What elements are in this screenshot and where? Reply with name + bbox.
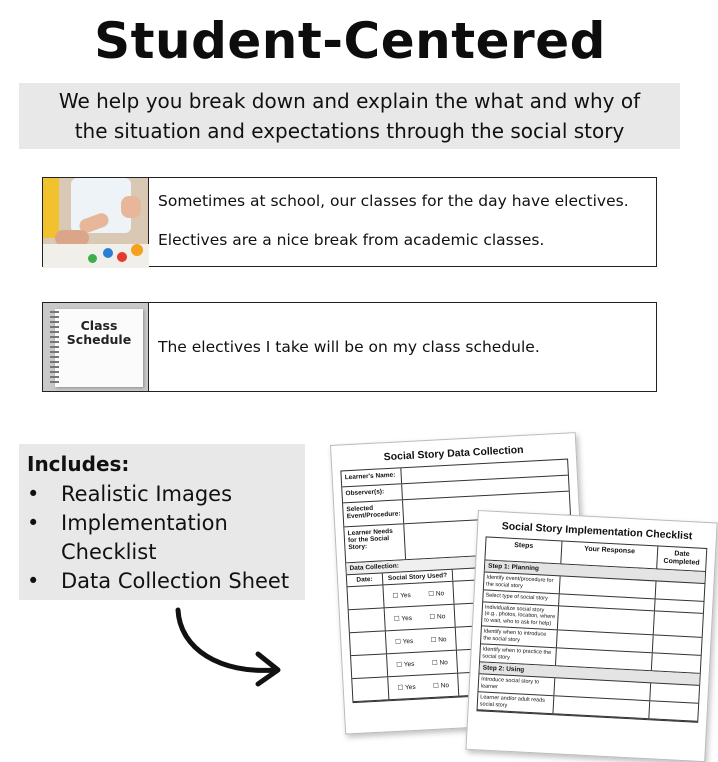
no-checkbox-label: ☐ No	[430, 636, 447, 644]
step-item: Individualize social story (e.g., photos, location, where to wait, who to ask for help)	[482, 602, 559, 629]
no-checkbox-label: ☐ No	[432, 682, 450, 690]
story-card-schedule	[42, 302, 657, 392]
col-header: Date Completed	[663, 550, 700, 567]
includes-title: Includes:	[27, 452, 130, 476]
page-title: Student-Centered	[94, 12, 606, 70]
curved-arrow-icon	[170, 604, 290, 684]
story-card-electives	[42, 177, 657, 267]
notebook-text-2: Schedule	[66, 332, 132, 347]
field-label: Observer(s):	[342, 484, 403, 502]
includes-item: • Implementation Checklist	[27, 511, 228, 564]
yes-checkbox-label: ☐ Yes	[396, 660, 415, 669]
yes-checkbox-label: ☐ Yes	[393, 614, 413, 623]
no-checkbox-label: ☐ No	[428, 590, 445, 599]
implementation-checklist-sheet	[465, 510, 717, 762]
story-card-text	[149, 303, 540, 391]
class-schedule-notebook-image	[43, 303, 149, 391]
story-line-2: Electives are a nice break from academic classes.	[158, 231, 545, 249]
subtitle-line-2: the situation and expectations through the social story	[74, 119, 625, 143]
col-header: Your Response	[561, 541, 658, 568]
story-line-1: The electives I take will be on my class schedule.	[158, 338, 540, 356]
no-checkbox-label: ☐ No	[431, 659, 448, 667]
step-item: Learner and/or adult reads social story	[478, 692, 555, 713]
data-sheet-title: Social Story Data Collection	[383, 443, 524, 464]
includes-box	[19, 444, 305, 600]
includes-item: • Data Collection Sheet	[27, 567, 289, 596]
col-header: Steps	[485, 537, 562, 563]
field-label: Learner's Name:	[341, 468, 402, 486]
subtitle-line-1: We help you break down and explain the what and why of	[58, 89, 641, 113]
subtitle-banner	[19, 83, 680, 149]
step-section-label: Step 1: Planning	[485, 560, 705, 583]
yes-checkbox-label: ☐ Yes	[392, 591, 412, 600]
yes-checkbox-label: ☐ Yes	[397, 683, 416, 692]
step-item: Introduce social story to learner	[479, 674, 556, 695]
field-label: Selected Event/Procedure:	[343, 500, 404, 526]
children-painting-image	[43, 178, 149, 266]
includes-item: • Realistic Images	[27, 480, 232, 509]
step-section-label: Step 2: Using	[479, 662, 699, 685]
story-line-1: Sometimes at school, our classes for the day have electives.	[158, 192, 629, 210]
step-item: Select type of social story	[483, 590, 559, 604]
step-item: Identify when to introduce the social story	[481, 626, 558, 647]
notebook-text-1: Class	[80, 318, 118, 333]
bullet-icon: •	[27, 482, 40, 506]
col-header: Social Story Used?	[383, 570, 453, 585]
col-header: Date:	[347, 573, 384, 586]
field-label: Learner Needs for the Social Story:	[344, 524, 406, 562]
step-item: Identify when to practice the social story	[480, 644, 557, 665]
bullet-icon: •	[27, 569, 40, 593]
yes-checkbox-label: ☐ Yes	[394, 637, 414, 646]
section-label: Data Collection:	[346, 551, 572, 575]
checklist-title: Social Story Implementation Checklist	[501, 520, 693, 543]
story-card-text	[149, 178, 629, 266]
no-checkbox-label: ☐ No	[429, 613, 446, 622]
bullet-icon: •	[27, 511, 40, 535]
step-item: Identify event/procedure for the social story	[484, 572, 561, 593]
